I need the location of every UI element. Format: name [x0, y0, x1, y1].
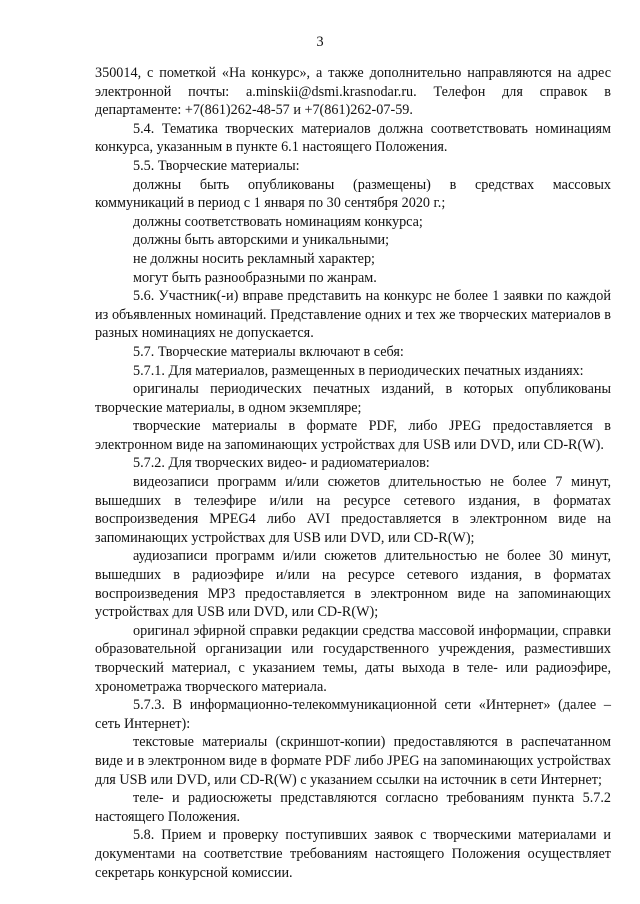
- list-item-print-digital: творческие материалы в формате PDF, либо JPEG предоставляется в электронном виде на запоминающих устройствах для USB или DVD, или CD-R(W).: [95, 418, 611, 453]
- list-item-authorial-unique: должны быть авторскими и уникальными;: [133, 232, 390, 249]
- paragraph-5-8: 5.8. Прием и проверку поступивших заявок с творческими материалами и документами на соответствие требованиям настоящего Положения осуществляет секретарь конкурсной комиссии.: [95, 827, 611, 881]
- page-number: 3: [316, 34, 324, 50]
- paragraph-5-7-3-heading: 5.7.3. В информационно-телекоммуникационной сети «Интернет» (далее – сеть Интернет):: [95, 697, 611, 732]
- list-item-internet-tv-radio: теле- и радиосюжеты представляются согласно требованиям пункта 5.7.2 настоящего Положения.: [95, 790, 611, 825]
- list-item-match-nominations: должны соответствовать номинациям конкурса;: [133, 213, 423, 230]
- list-item-audio-records: аудиозаписи программ и/или сюжетов длительностью не более 30 минут, вышедших в радиоэфире и/или на ресурсе сетевого издания, в форматах воспроизведения MP3 предоставляется в электронном виде на запоминающих устройствах для USB или DVD, или CD-R(W);: [95, 548, 611, 621]
- list-item-broadcast-certificate: оригинал эфирной справки редакции средства массовой информации, справки образовательной организации или государственного учреждения, разместивших творческий материал, с указанием темы, даты выхода в теле- или радиоэфире, хронометража творческого материала.: [95, 622, 611, 695]
- paragraph-5-7-2-heading: 5.7.2. Для творческих видео- и радиоматериалов:: [133, 455, 430, 472]
- paragraph-5-6: 5.6. Участник(-и) вправе представить на конкурс не более 1 заявки по каждой из объявленных номинаций. Представление одних и тех же творческих материалов в разных номинациях не допускается.: [95, 288, 611, 342]
- list-item-internet-text: текстовые материалы (скриншот-копии) предоставляются в распечатанном виде и в электронном виде в формате PDF либо JPEG на запоминающих устройствах для USB или DVD, или CD-R(W) с указанием ссылки на источник в сети Интернет;: [95, 734, 611, 788]
- list-item-video-records: видеозаписи программ и/или сюжетов длительностью не более 7 минут, вышедших в телеэфире и/или на ресурсе сетевого издания, в форматах воспроизведения MPEG4 либо AVI предоставляется в электронном виде на запоминающих устройствах для USB или DVD, или CD-R(W);: [95, 474, 611, 546]
- list-item-not-advertising: не должны носить рекламный характер;: [133, 250, 375, 267]
- list-item-published-period: должны быть опубликованы (размещены) в средствах массовых коммуникаций в период с 1 января по 30 сентября 2020 г.;: [95, 176, 611, 212]
- paragraph-5-4: 5.4. Тематика творческих материалов должна соответствовать номинациям конкурса, указанным в пункте 6.1 настоящего Положения.: [95, 120, 611, 156]
- list-item-various-genres: могут быть разнообразными по жанрам.: [133, 269, 377, 286]
- paragraph-5-5-heading: 5.5. Творческие материалы:: [133, 157, 300, 174]
- paragraph-5-7-heading: 5.7. Творческие материалы включают в себя:: [133, 343, 404, 360]
- paragraph-5-7-1-heading: 5.7.1. Для материалов, размещенных в периодических печатных изданиях:: [133, 362, 584, 379]
- document-body: [95, 64, 611, 882]
- list-item-print-originals: оригиналы периодических печатных изданий, в которых опубликованы творческие материалы, в одном экземпляре;: [95, 381, 611, 416]
- paragraph-address-contacts: 350014, с пометкой «На конкурс», а также дополнительно направляются на адрес электронной почты: a.minskii@dsmi.krasnodar.ru. Телефон для справок в департаменте: +7(861)262-48-57 и +7(861)262-07-59.: [95, 65, 611, 119]
